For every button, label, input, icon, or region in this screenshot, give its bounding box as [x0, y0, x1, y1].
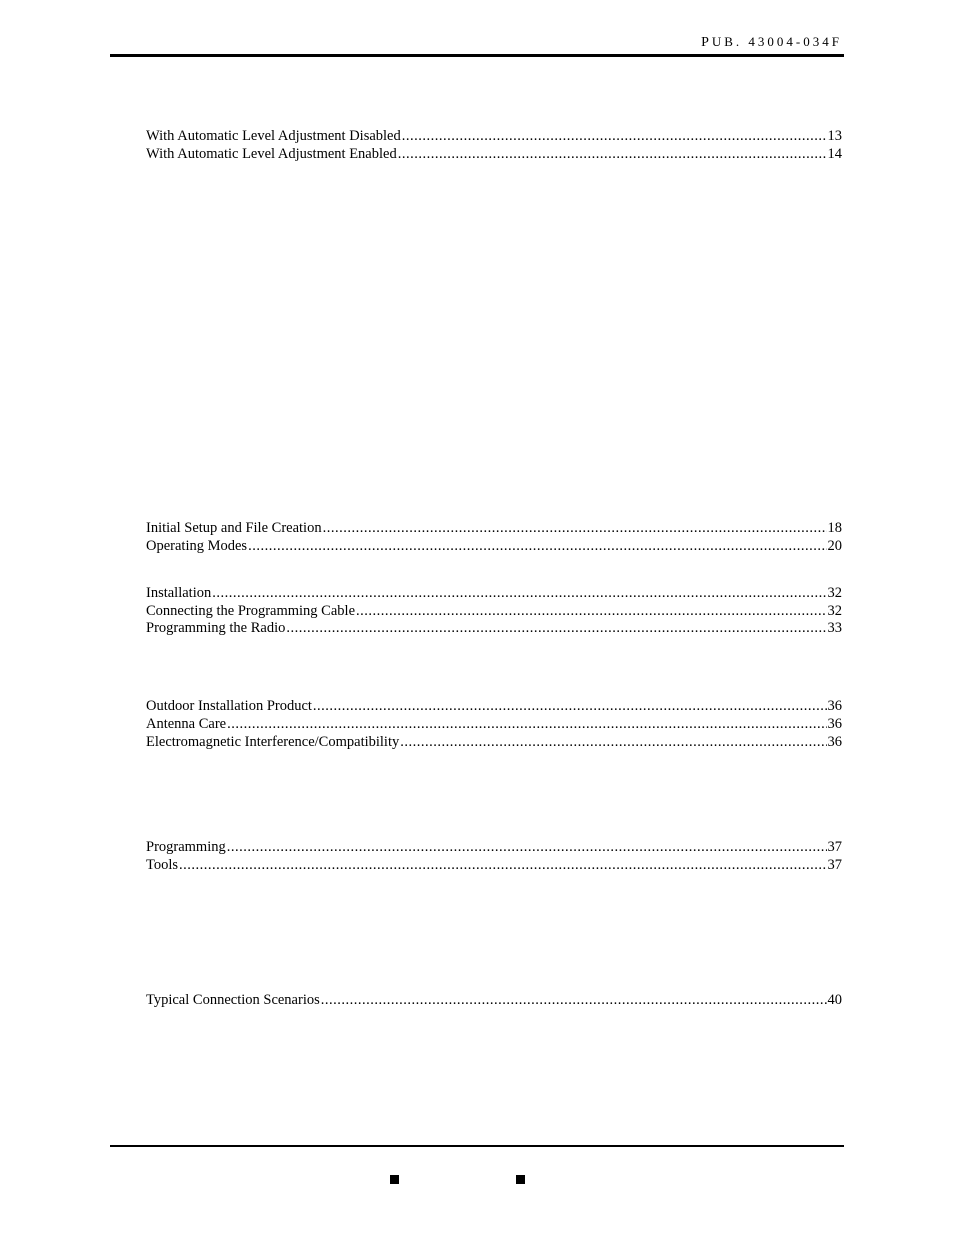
toc-page: 32 [827, 603, 842, 619]
toc-title: Electromagnetic Interference/Compatibility [146, 734, 400, 750]
toc-page: 37 [827, 839, 842, 855]
toc-leader [313, 697, 827, 715]
square-bullet-icon [390, 1175, 399, 1184]
toc-entry[interactable] [146, 715, 842, 733]
toc-leader [212, 584, 826, 602]
toc-leader [179, 856, 826, 874]
toc-page: 33 [827, 620, 842, 636]
toc-entry[interactable] [146, 127, 842, 145]
toc-leader [321, 991, 827, 1009]
toc-page: 40 [827, 992, 842, 1008]
square-bullet-icon [516, 1175, 525, 1184]
footer-rule [110, 1145, 844, 1147]
toc-leader [400, 733, 826, 751]
toc-entry[interactable] [146, 697, 842, 715]
toc-entry[interactable] [146, 537, 842, 555]
toc-entry[interactable] [146, 733, 842, 751]
toc-entry[interactable] [146, 602, 842, 620]
toc-entry[interactable] [146, 519, 842, 537]
toc-page: 36 [827, 734, 842, 750]
toc-title: Installation [146, 585, 212, 601]
toc-title: With Automatic Level Adjustment Enabled [146, 146, 397, 162]
toc-title: Programming [146, 839, 226, 855]
toc-entry[interactable] [146, 991, 842, 1009]
toc-entry[interactable] [146, 584, 842, 602]
toc-leader [227, 838, 827, 856]
toc-title: Outdoor Installation Product [146, 698, 312, 714]
toc-title: With Automatic Level Adjustment Disabled [146, 128, 401, 144]
header-rule [110, 54, 844, 57]
toc-leader [227, 715, 826, 733]
toc-leader [286, 619, 826, 637]
toc-entry[interactable] [146, 856, 842, 874]
toc-title: Tools [146, 857, 179, 873]
toc-title: Operating Modes [146, 538, 248, 554]
toc-entry[interactable] [146, 838, 842, 856]
toc-title: Programming the Radio [146, 620, 286, 636]
toc-title: Typical Connection Scenarios [146, 992, 320, 1008]
toc-page: 20 [827, 538, 842, 554]
toc-leader [248, 537, 826, 555]
publication-number: PUB. 43004-034F [701, 34, 842, 50]
toc-title: Antenna Care [146, 716, 227, 732]
toc-page: 14 [827, 146, 842, 162]
toc-page: 37 [827, 857, 842, 873]
toc-page: 18 [827, 520, 842, 536]
toc-page: 36 [827, 698, 842, 714]
toc-page: 13 [827, 128, 842, 144]
toc-leader [398, 145, 827, 163]
toc-entry[interactable] [146, 145, 842, 163]
toc-leader [323, 519, 827, 537]
toc-leader [402, 127, 827, 145]
toc-leader [356, 602, 826, 620]
toc-title: Initial Setup and File Creation [146, 520, 322, 536]
toc-entry[interactable] [146, 619, 842, 637]
toc-title: Connecting the Programming Cable [146, 603, 356, 619]
toc-page: 32 [827, 585, 842, 601]
toc-page: 36 [827, 716, 842, 732]
